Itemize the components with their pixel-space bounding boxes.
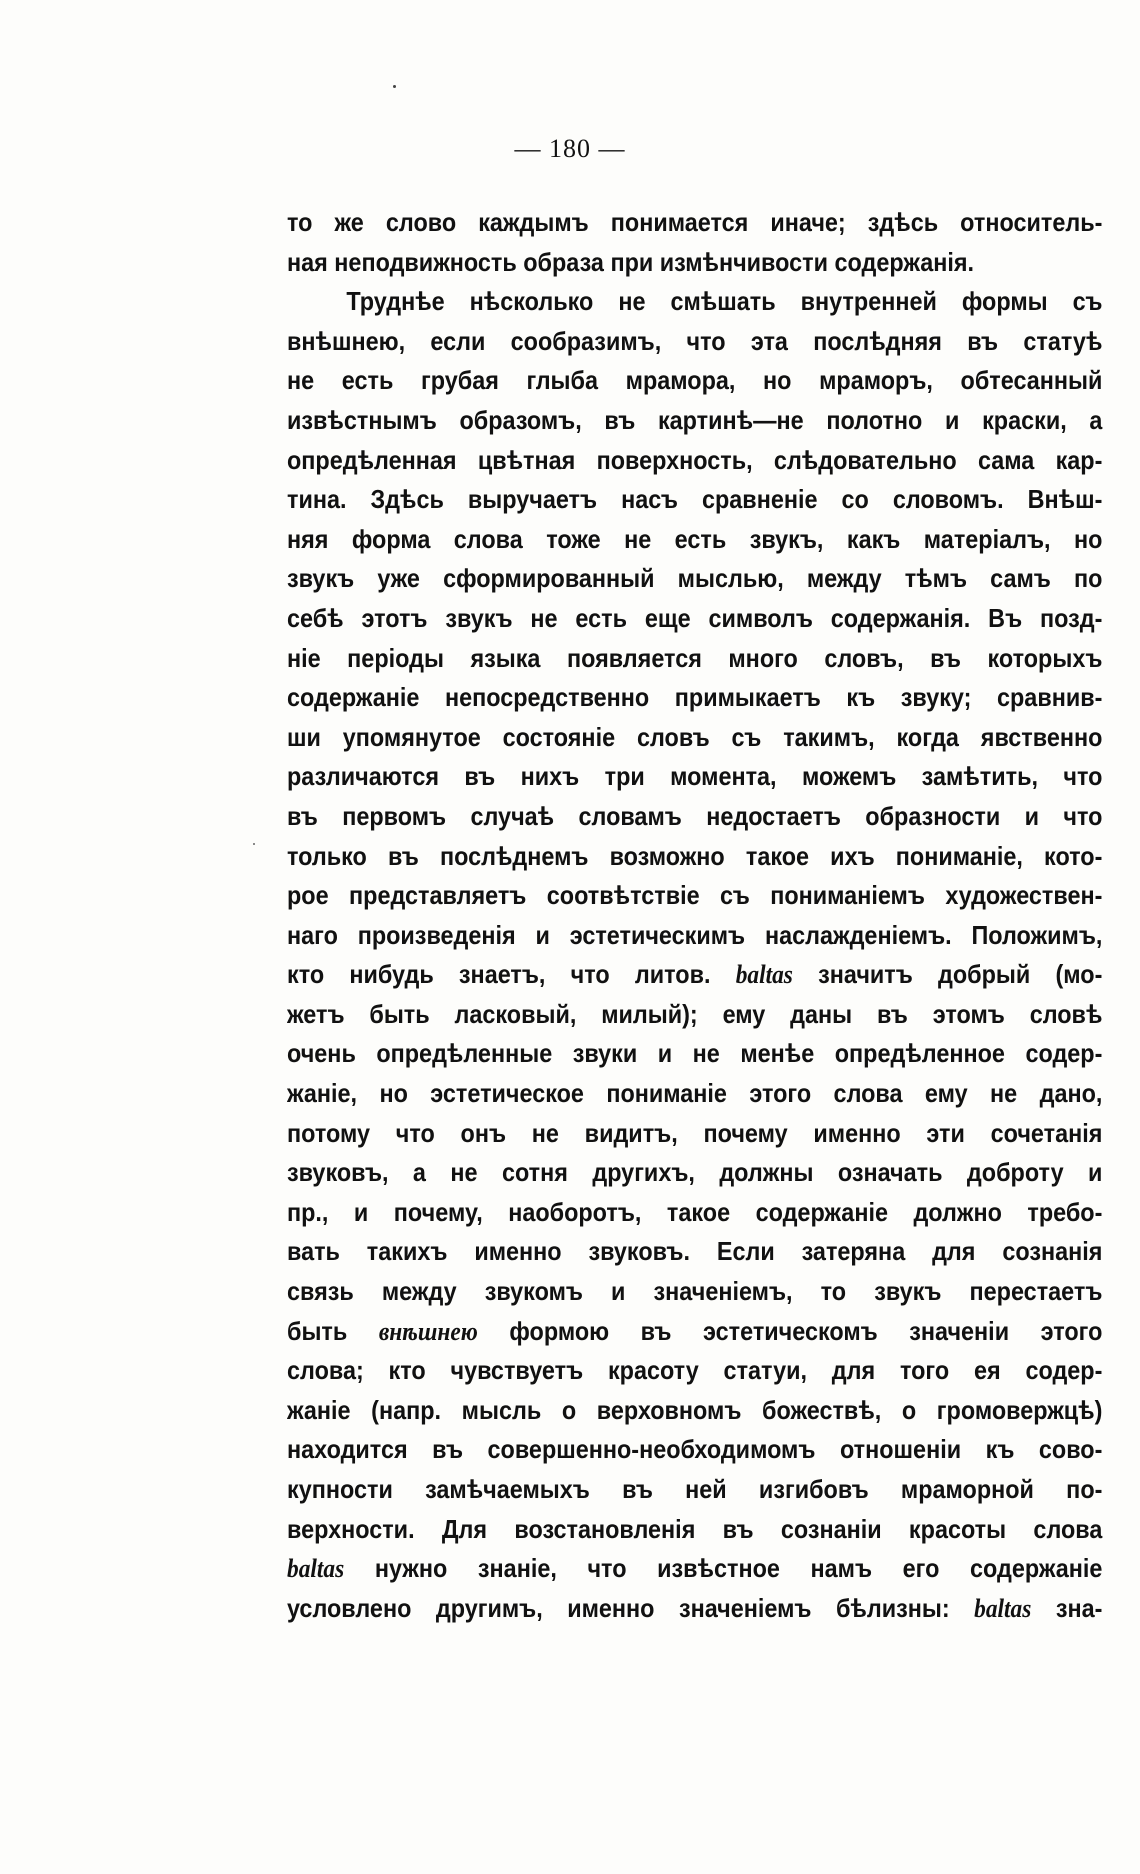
- text-line: въ первомъ случаѣ словамъ недостаетъ образности и что: [287, 800, 1103, 831]
- text-line: очень опредѣленные звуки и не менѣе опредѣленное содер-: [287, 1038, 1103, 1069]
- text-line: ши упомянутое состояніе словъ съ такимъ, когда явственно: [287, 721, 1103, 752]
- text-line: внѣшнею, если сообразимъ, что эта послѣдняя въ статуѣ: [287, 325, 1103, 356]
- page-number: — 180 —: [514, 134, 626, 163]
- text-line: различаются въ нихъ три момента, можемъ замѣтить, что: [287, 761, 1103, 792]
- text-line: рое представляетъ соотвѣтствіе съ пониманіемъ художествен-: [287, 880, 1103, 911]
- text-line: кто нибудь знаетъ, что литов. baltas значитъ добрый (мо-: [287, 959, 1103, 990]
- text-line: находится въ совершенно-необходимомъ отношеніи къ сово-: [287, 1434, 1103, 1465]
- text-line: не есть грубая глыба мрамора, но мраморъ, обтесанный: [287, 365, 1103, 396]
- text-line: ная неподвижность образа при измѣнчивости содержанія.: [287, 246, 975, 277]
- text-line: жаніе, но эстетическое пониманіе этого слова ему не дано,: [287, 1078, 1103, 1109]
- text-line: жаніе (напр. мысль о верховномъ божествѣ, о громовержцѣ): [287, 1394, 1103, 1425]
- text-line: ніе періоды языка появляется много словъ, въ которыхъ: [287, 642, 1103, 673]
- text-line: наго произведенія и эстетическимъ наслажденіемъ. Положимъ,: [287, 919, 1103, 950]
- text-line: вать такихъ именно звуковъ. Если затеряна для сознанія: [287, 1236, 1103, 1267]
- text-line: Труднѣе нѣсколько не смѣшать внутренней формы съ: [346, 286, 1103, 317]
- text-line: опредѣленная цвѣтная поверхность, слѣдовательно сама кар-: [287, 444, 1103, 475]
- text-line: купности замѣчаемыхъ въ ней изгибовъ мраморной по-: [287, 1474, 1103, 1504]
- text-line: потому что онъ не видитъ, почему именно эти сочетанія: [287, 1117, 1103, 1148]
- text-line: жетъ быть ласковый, милый); ему даны въ этомъ словѣ: [287, 998, 1103, 1029]
- text-line: быть внѣшнею формою въ эстетическомъ значеніи этого: [287, 1315, 1103, 1346]
- text-line: содержаніе непосредственно примыкаетъ къ звуку; сравнив-: [287, 682, 1103, 713]
- text-line: тина. Здѣсь выручаетъ насъ сравненіе со словомъ. Внѣш-: [287, 484, 1103, 515]
- italic-word: baltas: [287, 1554, 345, 1584]
- italic-word: baltas: [735, 960, 793, 990]
- body-text: [287, 203, 1102, 1628]
- text-line: себѣ этотъ звукъ не есть еще символъ содержанія. Въ позд-: [287, 602, 1103, 633]
- italic-word: внѣшнею: [378, 1316, 478, 1346]
- print-speck: [253, 843, 255, 845]
- text-line: только въ послѣднемъ возможно такое ихъ пониманіе, кото-: [287, 840, 1103, 871]
- print-speck: [393, 85, 396, 88]
- text-line: связь между звукомъ и значеніемъ, то звукъ перестаетъ: [287, 1276, 1103, 1307]
- italic-word: baltas: [974, 1593, 1032, 1623]
- text-line: звуковъ, а не сотня другихъ, должны означать доброту и: [287, 1157, 1103, 1188]
- text-line: верхности. Для возстановленія въ сознаніи красоты слова: [287, 1513, 1103, 1544]
- text-line: извѣстнымъ образомъ, въ картинѣ—не полотно и краски, а: [287, 404, 1103, 435]
- text-line: условлено другимъ, именно значеніемъ бѣлизны: baltas зна-: [287, 1592, 1103, 1623]
- text-line: baltas нужно знаніе, что извѣстное намъ его содержаніе: [287, 1553, 1103, 1584]
- text-line: звукъ уже сформированный мыслью, между тѣмъ самъ по: [287, 563, 1103, 594]
- text-line: пр., и почему, наоборотъ, такое содержаніе должно требо-: [287, 1196, 1103, 1227]
- text-line: слова; кто чувствуетъ красоту статуи, для того ея содер-: [287, 1355, 1103, 1386]
- text-line: няя форма слова тоже не есть звукъ, какъ матеріалъ, но: [287, 523, 1103, 554]
- text-line: то же слово каждымъ понимается иначе; здѣсь относитель-: [287, 207, 1103, 237]
